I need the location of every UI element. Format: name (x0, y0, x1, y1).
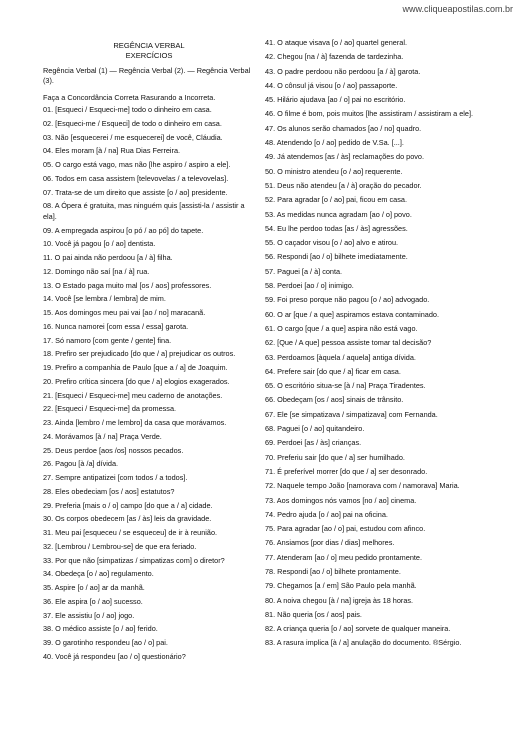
exercise-item: 73. Aos domingos nós vamos [no / ao] cinema. (265, 495, 417, 505)
exercise-item: 79. Chegamos [a / em] São Paulo pela manhã. (265, 581, 417, 591)
exercise-item: 64. Prefere sair [do que / a] ficar em casa. (265, 366, 401, 376)
exercise-item: 76. Ansiamos [por dias / dias] melhores. (265, 538, 395, 548)
exercise-item: 19. Prefiro a companhia de Paulo [que a / a] de Joaquim. (43, 363, 228, 373)
exercise-list-right (265, 38, 485, 649)
exercise-item: 48. Atendendo [o / ao] pedido de V.Sa. [...]. (265, 138, 404, 148)
exercise-item: 01. [Esqueci / Esqueci-me] todo o dinheiro em casa. (43, 105, 212, 115)
exercise-item: 81. Não queria [os / aos] pais. (265, 609, 362, 619)
exercise-item: 15. Aos domingos meu pai vai [ao / no] maracanã. (43, 308, 206, 318)
exercise-item: 22. [Esqueci / Esqueci-me] da promessa. (43, 404, 177, 414)
exercise-item: 05. O cargo está vago, mas não [lhe aspiro / aspiro a ele]. (43, 160, 231, 170)
exercise-item: 14. Você [se lembra / lembra] de mim. (43, 294, 166, 304)
site-url: www.cliqueapostilas.com.br (402, 4, 513, 14)
exercise-item: 21. [Esqueci / Esqueci-me] meu caderno de anotações. (43, 390, 223, 400)
exercise-item: 59. Foi preso porque não pagou [o / ao] advogado. (265, 295, 430, 305)
exercise-item: 71. É preferível morrer [do que / a] ser desonrado. (265, 466, 428, 476)
exercise-item: 43. O padre perdoou não perdoou [a / à] garota. (265, 66, 421, 76)
exercise-item: 23. Ainda [lembro / me lembro] da casa que morávamos. (43, 418, 227, 428)
exercise-item: 12. Domingo não saí [na / à] rua. (43, 266, 150, 276)
exercise-item: 37. Ele assistiu [o / ao] jogo. (43, 610, 135, 620)
instruction-text: Faça a Concordância Correta Rasurando a Incorreta. (43, 92, 216, 102)
exercise-item: 45. Hilário ajudava [ao / o] pai no escritório. (265, 95, 406, 105)
exercise-item: 60. O ar [que / a que] aspiramos estava contaminado. (265, 309, 440, 319)
exercise-item: 30. Os corpos obedecem [as / às] leis da gravidade. (43, 514, 212, 524)
exercise-item: 20. Prefiro crítica sincera [do que / a] elogios exagerados. (43, 376, 230, 386)
page-subtitle: EXERCÍCIOS (125, 50, 173, 60)
exercise-item: 36. Ele aspira [o / ao] sucesso. (43, 596, 143, 606)
exercise-item: 78. Respondi [ao / o] bilhete prontamente. (265, 566, 401, 576)
exercise-item: 66. Obedeçam [os / aos] sinais de trânsito. (265, 395, 404, 405)
exercise-item: 57. Paguei [a / à] conta. (265, 266, 343, 276)
exercise-item: 54. Eu lhe perdoo todas [as / às] agressões. (265, 223, 408, 233)
exercise-item: 07. Trata-se de um direito que assiste [o / ao] presidente. (43, 187, 228, 197)
exercise-item: 34. Obedeça [o / ao] regulamento. (43, 569, 154, 579)
exercise-item: 69. Perdoei [as / às] crianças. (265, 438, 362, 448)
exercise-item: 58. Perdoei [ao / o] inimigo. (265, 281, 354, 291)
exercise-item: 33. Por que não [simpatizas / simpatizas com] o diretor? (43, 555, 225, 565)
exercise-item: 53. As medidas nunca agradam [ao / o] povo. (265, 209, 412, 219)
exercise-item: 56. Respondi [ao / o] bilhete imediatamente. (265, 252, 408, 262)
exercise-item: 75. Para agradar [ao / o] pai, estudou com afinco. (265, 524, 426, 534)
exercise-item: 27. Sempre antipatizei [com todos / a todos]. (43, 473, 188, 483)
exercise-item: 08. A Ópera é gratuita, mas ninguém quis [assisti-la / assistir a ela]. (43, 201, 245, 221)
exercise-item: 68. Paguei [o / ao] quitandeiro. (265, 424, 365, 434)
exercise-item: 35. Aspire [o / ao] ar da manhã. (43, 583, 145, 593)
exercise-item: 77. Atenderam [ao / o] meu pedido prontamente. (265, 552, 422, 562)
intro-text: Regência Verbal (1) — Regência Verbal (2). — Regência Verbal (3). (43, 66, 251, 86)
exercise-item: 52. Para agradar [o / ao] pai, ficou em casa. (265, 195, 407, 205)
exercise-item: 55. O caçador visou [o / ao] alvo e atirou. (265, 238, 399, 248)
exercise-item: 06. Todos em casa assistem [televovelas / a televovelas]. (43, 173, 229, 183)
left-column (43, 38, 255, 666)
page-title: REGÊNCIA VERBAL (113, 41, 185, 50)
exercise-item: 18. Prefiro ser prejudicado [do que / a] prejudicar os outros. (43, 349, 236, 359)
exercise-item: 50. O ministro atendeu [o / ao] requerente. (265, 166, 403, 176)
exercise-list-left (43, 105, 255, 662)
right-column (265, 38, 485, 653)
exercise-item: 74. Pedro ajuda [o / ao] pai na oficina. (265, 509, 388, 519)
exercise-item: 02. [Esqueci-me / Esqueci] de todo o dinheiro em casa. (43, 118, 222, 128)
exercise-item: 31. Meu pai [esqueceu / se esqueceu] de ir à reunião. (43, 528, 218, 538)
exercise-item: 70. Preferiu sair [do que / a] ser humilhado. (265, 452, 405, 462)
exercise-item: 11. O pai ainda não perdoou [a / à] filha. (43, 253, 173, 263)
exercise-item: 51. Deus não atendeu [a / à] oração do pecador. (265, 180, 422, 190)
exercise-item: 72. Naquele tempo João [namorava com / namorava] Maria. (265, 481, 460, 491)
exercise-item: 44. O cônsul já visou [o / ao] passaporte. (265, 80, 398, 90)
exercise-item: 63. Perdoamos [àquela / aquela] antiga dívida. (265, 352, 416, 362)
exercise-item: 61. O cargo [que / a que] aspira não está vago. (265, 323, 418, 333)
exercise-item: 28. Eles obedeciam [os / aos] estatutos? (43, 486, 175, 496)
exercise-item: 83. A rasura implica [à / a] anulação do documento. ®Sérgio. (265, 638, 462, 648)
exercise-item: 42. Chegou [na / à] fazenda de tardezinha. (265, 52, 404, 62)
exercise-item: 24. Morávamos [à / na] Praça Verde. (43, 431, 162, 441)
exercise-item: 26. Pagou [à /a] dívida. (43, 459, 119, 469)
exercise-item: 13. O Estado paga muito mal [os / aos] professores. (43, 280, 212, 290)
exercise-item: 41. O ataque visava [o / ao] quartel general. (265, 38, 407, 47)
exercise-item: 32. [Lembrou / Lembrou-se] de que era feriado. (43, 541, 197, 551)
exercise-item: 49. Já atendemos [as / às] reclamações do povo. (265, 152, 424, 162)
exercise-item: 39. O garotinho respondeu [ao / o] pai. (43, 638, 168, 648)
exercise-item: 47. Os alunos serão chamados [ao / no] quadro. (265, 123, 422, 133)
exercise-item: 10. Você já pagou [o / ao] dentista. (43, 239, 156, 249)
exercise-item: 67. Ele [se simpatizava / simpatizava] com Fernanda. (265, 409, 438, 419)
exercise-item: 25. Deus perdoe [aos /os] nossos pecados. (43, 445, 184, 455)
exercise-item: 16. Nunca namorei [com essa / essa] garota. (43, 321, 189, 331)
exercise-item: 29. Preferia [mais o / o] campo [do que a / a] cidade. (43, 500, 213, 510)
exercise-item: 40. Você já respondeu [ao / o] questionário? (43, 651, 186, 661)
exercise-item: 80. A noiva chegou [à / na] igreja às 18 horas. (265, 595, 414, 605)
exercise-item: 38. O médico assiste [o / ao] ferido. (43, 624, 158, 634)
exercise-item: 62. [Que / A que] pessoa assiste tomar tal decisão? (265, 338, 432, 348)
exercise-item: 82. A criança queria [o / ao] sorvete de qualquer maneira. (265, 624, 451, 634)
exercise-item: 65. O escritório situa-se [à / na] Praça Tiradentes. (265, 381, 426, 391)
title-block (43, 41, 255, 60)
exercise-item: 04. Eles moram [à / na] Rua Dias Ferreira. (43, 146, 181, 156)
exercise-item: 09. A empregada aspirou [o pó / ao pó] do tapete. (43, 225, 204, 235)
exercise-item: 03. Não [esquecerei / me esquecerei] de você, Cláudia. (43, 132, 223, 142)
exercise-item: 17. Só namoro [com gente / gente] fina. (43, 335, 172, 345)
exercise-item: 46. O filme é bom, pois muitos [lhe assistiram / assistiram a ele]. (265, 109, 474, 119)
